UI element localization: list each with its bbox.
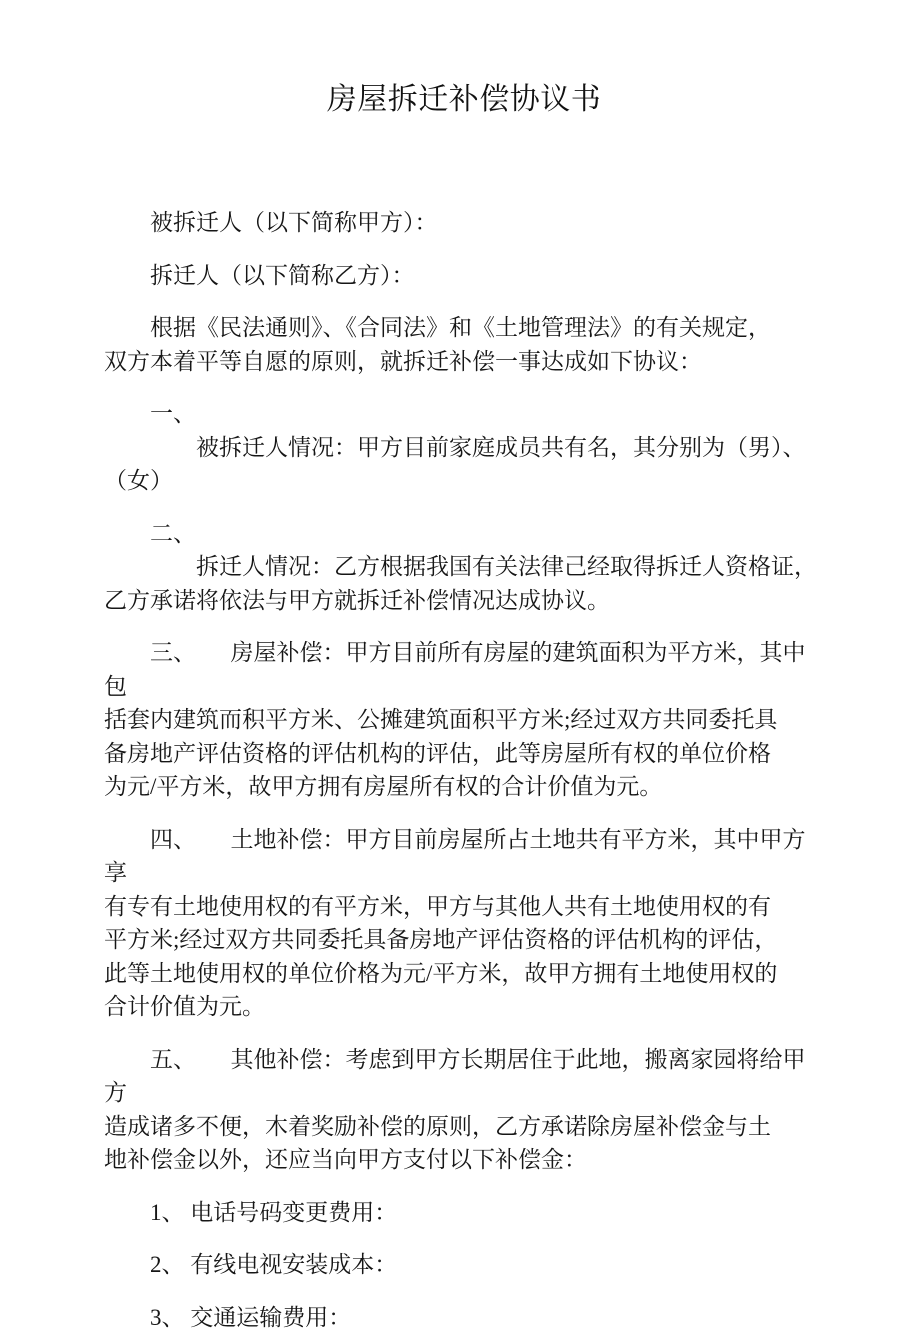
item-1-line: 1、 电话号码变更费用： (104, 1196, 824, 1230)
section-3-line-1: 三、 房屋补偿：甲方目前所有房屋的建筑面积为平方米，其中包 (104, 636, 824, 703)
section-4-line-1: 四、 土地补偿：甲方目前房屋所占土地共有平方米，其中甲方享 (104, 823, 824, 890)
preamble-line-1: 根据《民法通则》、《合同法》和《土地管理法》的有关规定， (104, 311, 824, 345)
section-2-number: 二、 (104, 517, 824, 551)
party-b-line: 拆迁人（以下简称乙方）： (104, 259, 824, 293)
section-3-line-3: 备房地产评估资格的评估机构的评估，此等房屋所有权的单位价格 (104, 737, 824, 771)
section-1-number: 一、 (104, 397, 824, 431)
section-4-line-5: 合计价值为元。 (104, 990, 824, 1024)
item-2-line: 2、 有线电视安装成本： (104, 1248, 824, 1282)
section-1-line-1: 被拆迁人情况：甲方目前家庭成员共有名，其分别为（男）、 (104, 431, 824, 465)
section-5-line-3: 地补偿金以外，还应当向甲方支付以下补偿金： (104, 1143, 824, 1177)
section-4-line-3: 平方米;经过双方共同委托具备房地产评估资格的评估机构的评估， (104, 923, 824, 957)
section-2-line-2: 乙方承诺将依法与甲方就拆迁补偿情况达成协议。 (104, 584, 824, 618)
item-3-line: 3、 交通运输费用： (104, 1301, 824, 1334)
party-a-line: 被拆迁人（以下简称甲方）： (104, 206, 824, 240)
preamble-line-2: 双方本着平等自愿的原则，就拆迁补偿一事达成如下协议： (104, 345, 824, 379)
section-3-line-2: 括套内建筑而积平方米、公摊建筑面积平方米;经过双方共同委托具 (104, 703, 824, 737)
section-5-line-2: 造成诸多不便，木着奖励补偿的原则，乙方承诺除房屋补偿金与土 (104, 1110, 824, 1144)
section-2-line-1: 拆迁人情况：乙方根据我国有关法律己经取得拆迁人资格证， (104, 550, 824, 584)
section-3-line-4: 为元/平方米，故甲方拥有房屋所有权的合计价值为元。 (104, 770, 824, 804)
section-1-line-2: （女） (104, 464, 824, 498)
section-5-line-1: 五、 其他补偿：考虑到甲方长期居住于此地，搬离家园将给甲方 (104, 1043, 824, 1110)
document-title: 房屋拆迁补偿协议书 (104, 80, 824, 120)
section-4-line-2: 有专有土地使用权的有平方米，甲方与其他人共有土地使用权的有 (104, 890, 824, 924)
section-4-line-4: 此等土地使用权的单位价格为元/平方米，故甲方拥有土地使用权的 (104, 957, 824, 991)
